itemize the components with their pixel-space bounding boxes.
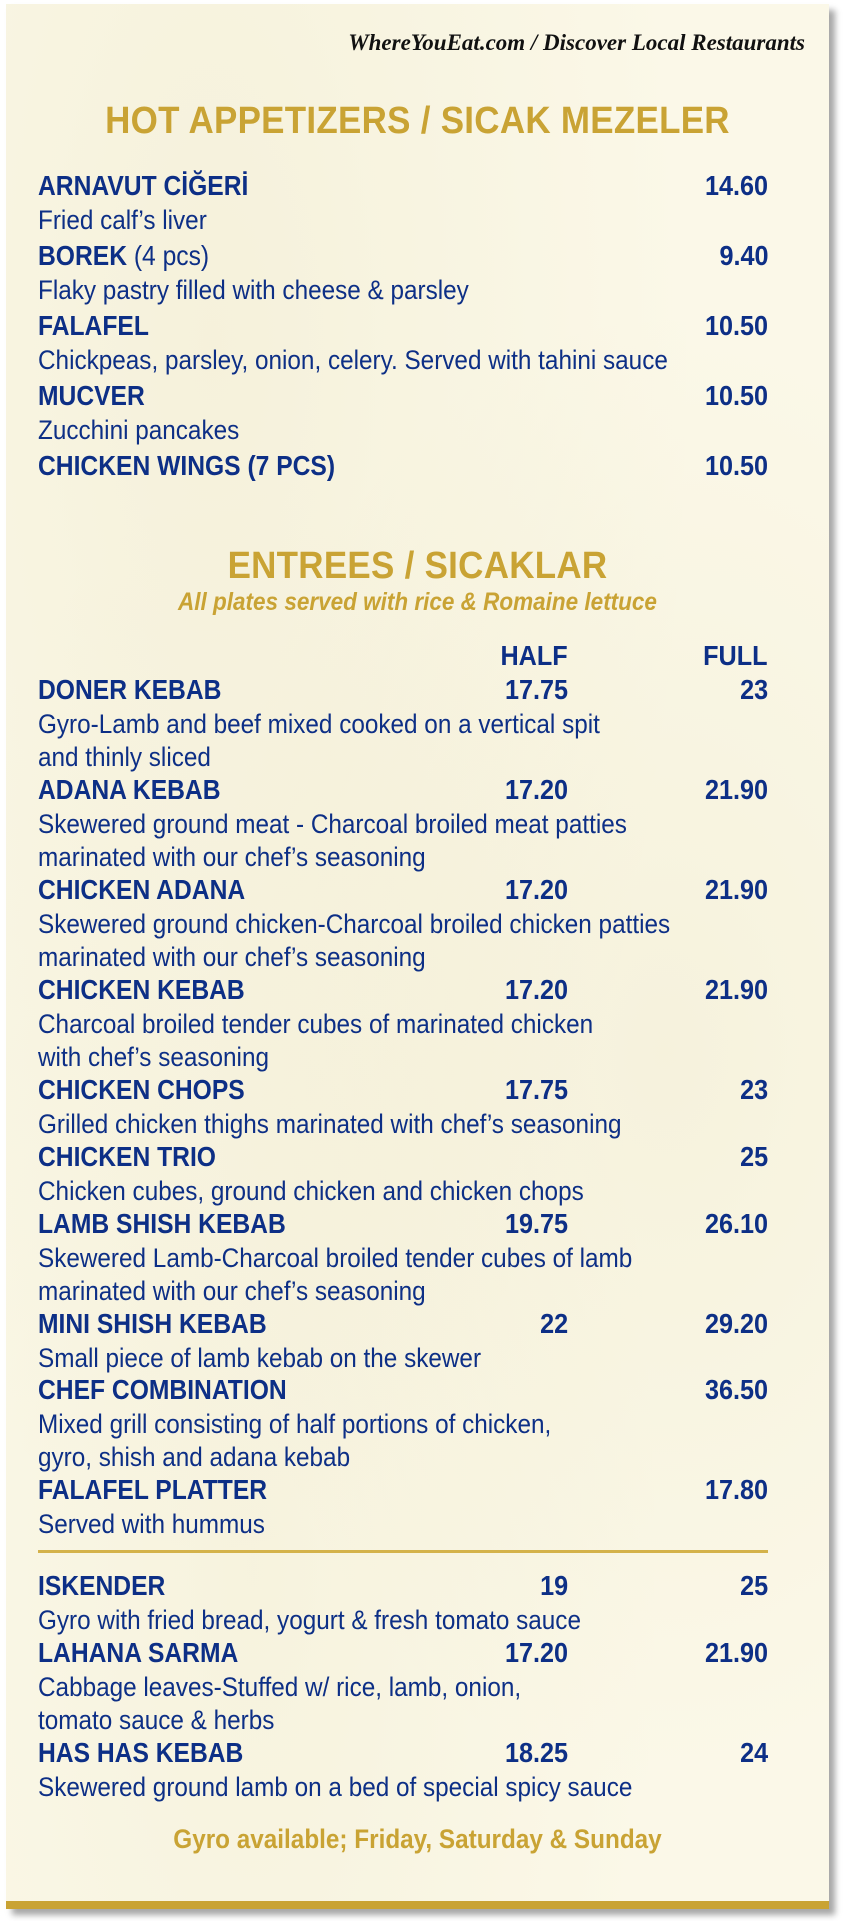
menu-item [38, 1637, 768, 1673]
item-description: Skewered ground chicken-Charcoal broiled chicken patties marinated with our chef’s seasoning [38, 909, 671, 972]
item-description: Grilled chicken thighs marinated with chef’s seasoning [38, 1109, 622, 1139]
half-price: 19.75 [504, 1208, 568, 1239]
item-name: CHICKEN TRIO [38, 1141, 216, 1172]
item-description: Skewered ground lamb on a bed of special spicy sauce [38, 1772, 633, 1802]
menu-item [38, 874, 768, 910]
item-name: CHICKEN CHOPS [38, 1074, 245, 1105]
full-price: 21.90 [704, 774, 768, 805]
full-price: 24 [739, 1737, 768, 1768]
full-price: 25 [739, 1141, 768, 1172]
menu-item [38, 1141, 768, 1177]
half-price: 19 [539, 1570, 568, 1601]
full-price: 25 [739, 1570, 768, 1601]
half-price: 17.75 [504, 674, 568, 705]
menu-item [38, 240, 768, 276]
item-description: Chicken cubes, ground chicken and chicken chops [38, 1176, 584, 1206]
full-price: 21.90 [704, 1637, 768, 1668]
menu-item [38, 450, 768, 486]
half-price: 17.20 [504, 874, 568, 905]
item-name: LAMB SHISH KEBAB [38, 1208, 286, 1239]
bottom-border [6, 1901, 829, 1909]
item-description: Flaky pastry filled with cheese & parsley [38, 275, 469, 305]
half-price: 22 [539, 1308, 568, 1339]
item-name: DONER KEBAB [38, 674, 222, 705]
item-description: Served with hummus [38, 1509, 265, 1539]
item-price: 10.50 [704, 450, 768, 481]
menu-item [38, 170, 768, 206]
full-price: 23 [739, 1074, 768, 1105]
item-description: Gyro with fried bread, yogurt & fresh tomato sauce [38, 1605, 581, 1635]
full-price: 29.20 [704, 1308, 768, 1339]
item-price: 9.40 [718, 240, 768, 271]
menu-item [38, 1474, 768, 1510]
item-name: FALAFEL PLATTER [38, 1474, 268, 1505]
item-description: Charcoal broiled tender cubes of marinated chicken with chef’s seasoning [38, 1009, 594, 1072]
half-column-header: HALF [500, 640, 568, 671]
item-name: CHEF COMBINATION [38, 1374, 287, 1405]
item-name: CHICKEN KEBAB [38, 974, 245, 1005]
section-divider [38, 1550, 768, 1553]
item-description: Zucchini pancakes [38, 415, 240, 445]
item-description: Chickpeas, parsley, onion, celery. Served with tahini sauce [38, 345, 668, 375]
menu-item [38, 1570, 768, 1606]
half-price: 18.25 [504, 1737, 568, 1768]
item-name: ARNAVUT CİĞERİ [38, 170, 249, 201]
menu-item [38, 974, 768, 1010]
menu-item [38, 1074, 768, 1110]
item-description: Fried calf’s liver [38, 205, 207, 235]
hot-appetizers-title: HOT APPETIZERS / SICAK MEZELER [105, 100, 730, 142]
item-name: ISKENDER [38, 1570, 166, 1601]
half-price: 17.20 [504, 974, 568, 1005]
watermark: WhereYouEat.com / Discover Local Restaurants [348, 30, 805, 55]
item-description: Skewered ground meat - Charcoal broiled meat patties marinated with our chef’s seasoning [38, 809, 627, 872]
item-description: Gyro-Lamb and beef mixed cooked on a vertical spit and thinly sliced [38, 709, 600, 772]
item-name: FALAFEL [38, 310, 149, 341]
full-column-header: FULL [703, 640, 768, 671]
menu-item [38, 674, 768, 710]
item-name: BOREK (4 pcs) [38, 240, 210, 271]
half-price: 17.20 [504, 1637, 568, 1668]
item-name: MUCVER [38, 380, 145, 411]
item-description: Small piece of lamb kebab on the skewer [38, 1343, 482, 1373]
menu-item [38, 1374, 768, 1410]
full-price: 21.90 [704, 974, 768, 1005]
item-name: CHICKEN ADANA [38, 874, 246, 905]
menu-item [38, 1208, 768, 1244]
entrees-subtitle: All plates served with rice & Romaine lettuce [178, 588, 657, 616]
item-name: ADANA KEBAB [38, 774, 221, 805]
full-price: 36.50 [704, 1374, 768, 1405]
menu-item [38, 1308, 768, 1344]
full-price: 17.80 [704, 1474, 768, 1505]
half-price: 17.75 [504, 1074, 568, 1105]
menu-item [38, 774, 768, 810]
full-price: 21.90 [704, 874, 768, 905]
item-price: 10.50 [704, 380, 768, 411]
item-name: HAS HAS KEBAB [38, 1737, 244, 1768]
half-price: 17.20 [504, 774, 568, 805]
gyro-availability-note: Gyro available; Friday, Saturday & Sunday [173, 1824, 662, 1854]
item-name: MINI SHISH KEBAB [38, 1308, 267, 1339]
full-price: 23 [739, 674, 768, 705]
full-price: 26.10 [704, 1208, 768, 1239]
item-name: LAHANA SARMA [38, 1637, 239, 1668]
menu-item [38, 310, 768, 346]
menu-item [38, 1737, 768, 1773]
item-description: Mixed grill consisting of half portions of chicken, gyro, shish and adana kebab [38, 1409, 552, 1472]
item-price: 14.60 [704, 170, 768, 201]
menu-item [38, 380, 768, 416]
entrees-title: ENTREES / SICAKLAR [227, 545, 608, 587]
item-description: Skewered Lamb-Charcoal broiled tender cubes of lamb marinated with our chef’s seasoning [38, 1243, 633, 1306]
column-headers [38, 640, 768, 676]
menu-page [6, 4, 829, 1909]
item-price: 10.50 [704, 310, 768, 341]
item-name: CHICKEN WINGS (7 PCS) [38, 450, 336, 481]
item-description: Cabbage leaves-Stuffed w/ rice, lamb, onion, tomato sauce & herbs [38, 1672, 522, 1735]
